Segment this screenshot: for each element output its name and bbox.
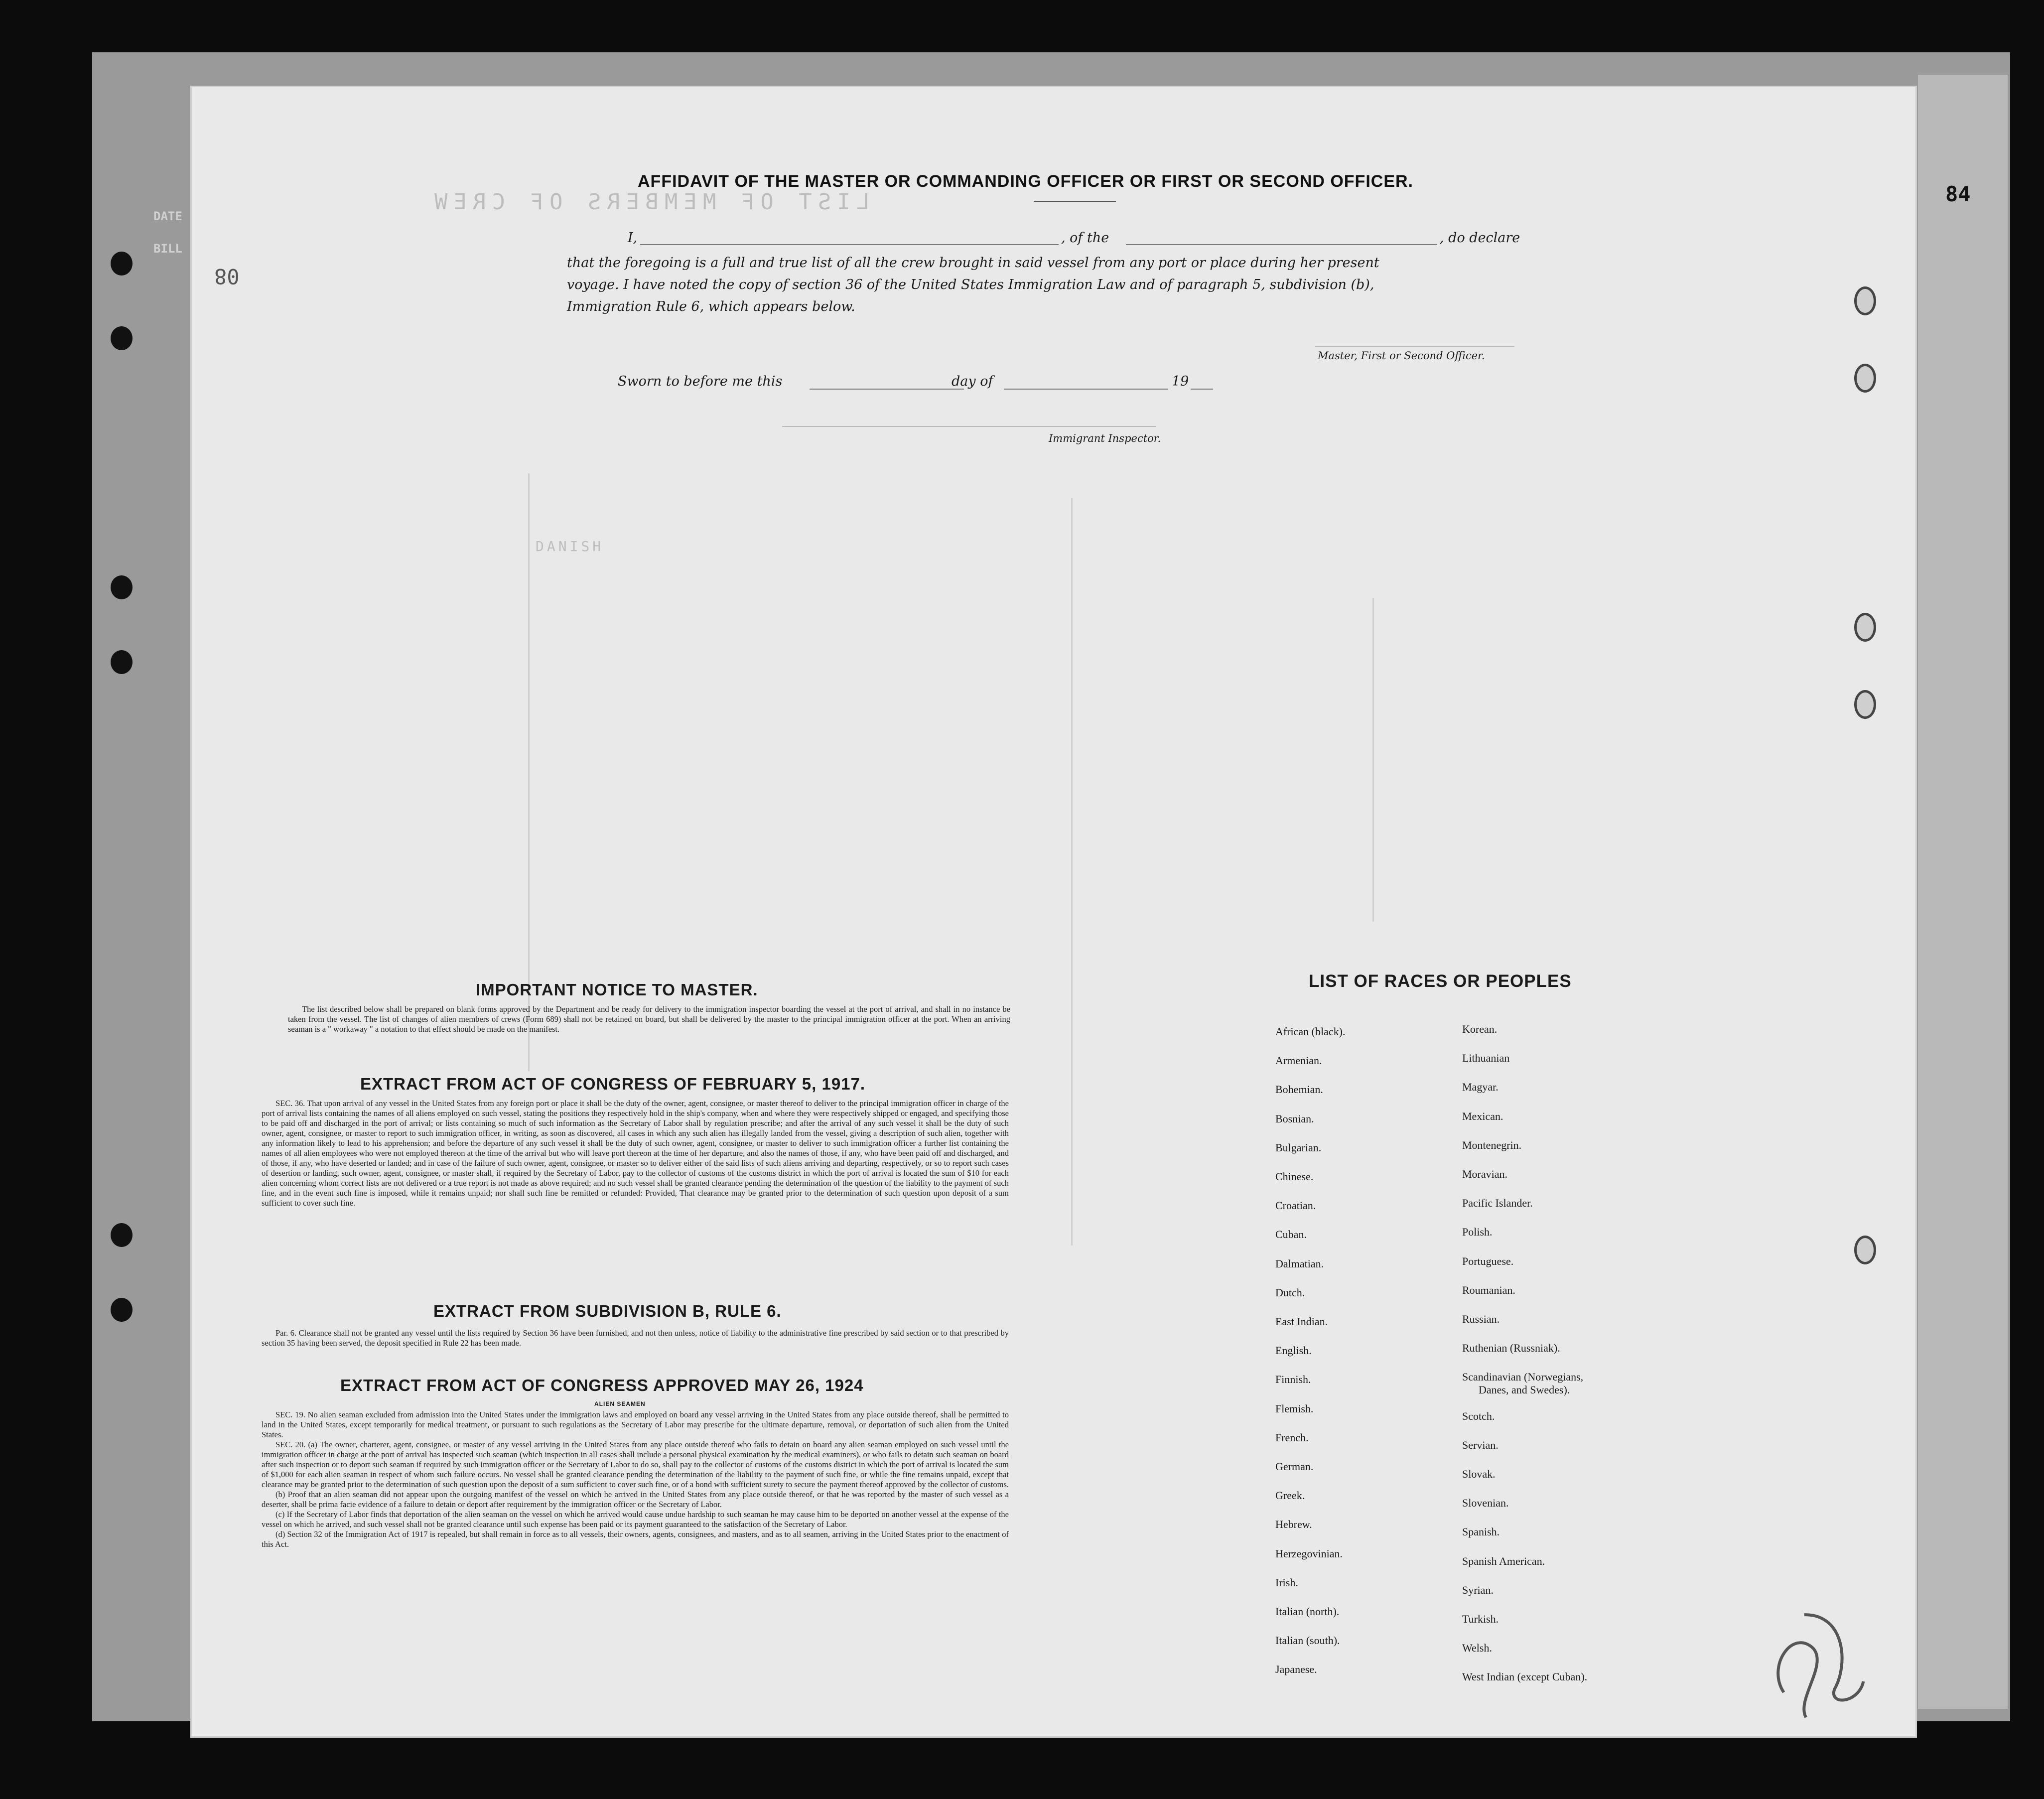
edge-page-number: 08 (214, 264, 240, 288)
binder-hole (111, 1223, 133, 1247)
race-item: Greek. (1275, 1489, 1305, 1502)
race-item: Herzegovinian. (1275, 1547, 1343, 1560)
race-item: Pacific Islander. (1462, 1197, 1533, 1210)
notice-text (288, 1004, 1010, 1034)
rule6-paragraph: Par. 6. Clearance shall not be granted any vessel until the lists required by Section 36 have been furnished, and not then unless, notice of liability to the administrative fine prescribed by said section or to that prescribed by section 35 having been served, the deposit specified in Rule 22 has been made. (262, 1328, 1009, 1348)
inspector-caption: Immigrant Inspector. (1049, 432, 1161, 444)
extract-1917-text (262, 1099, 1009, 1208)
race-item: Croatian. (1275, 1199, 1316, 1212)
page-ring-hole (1854, 364, 1876, 393)
race-item: Scotch. (1462, 1409, 1495, 1422)
bleed-through-text: DANISH (536, 538, 604, 554)
race-item: Irish. (1275, 1576, 1298, 1589)
affidavit-title: AFFIDAVIT OF THE MASTER OR COMMANDING OFFICER OR FIRST OR SECOND OFFICER. (638, 172, 1413, 191)
race-item: Bohemian. (1275, 1083, 1323, 1096)
race-item: East Indian. (1275, 1315, 1328, 1328)
backing-sheet-edge (1918, 75, 2008, 1709)
vessel-name-blank[interactable] (1126, 244, 1437, 245)
section-20c-paragraph: (c) If the Secretary of Labor finds that deportation of the alien seaman on the vessel on which he arrived would cause undue hardship to such seaman he may cause him to be deported on another vessel at the expense of the vessel on which he arrived, and such vessel shall not be granted clearance until such expense has been paid or its payment guaranteed to the satisfaction of the Secretary of Labor. (262, 1510, 1009, 1529)
section-20b-paragraph: (b) Proof that an alien seaman did not appear upon the outgoing manifest of the vessel on which he arrived in the United States from any place outside thereof, or that he was reported by the master of such vessel as a deserter, shall be prima facie evidence of a failure to detain or deport after requirement by the immigration officer or the Secretary of Labor. (262, 1490, 1009, 1509)
year-label: 19 (1172, 374, 1189, 389)
race-item: Armenian. (1275, 1054, 1322, 1067)
race-item: English. (1275, 1344, 1312, 1357)
affidavit-line-2: that the foregoing is a full and true list of all the crew brought in said vessel from any port or place during her present (567, 255, 1379, 271)
affidavit-line-3: voyage. I have noted the copy of section 36 of the United States Immigration Law and of paragraph 5, subdivision (b), (567, 277, 1374, 292)
race-item: Lithuanian (1462, 1052, 1510, 1065)
affidavit-declare: , do declare (1440, 230, 1520, 246)
race-item: Servian. (1462, 1438, 1499, 1451)
race-item: Korean. (1462, 1023, 1498, 1035)
section-19-paragraph: SEC. 19. No alien seaman excluded from admission into the United States under the immigration laws and employed on board any vessel arriving in the United States from any place outside thereof, shall be permitted to land in the United States, except temporarily for medical treatment, or pursuant to such regulations as the Secretary of Labor may prescribe for the ultimate departure, removal, or deportation of such alien from the United States. (262, 1410, 1009, 1439)
master-signature-blank[interactable] (1315, 346, 1514, 347)
bleed-through-heading: LIST OF MEMBERS OF CREW (428, 189, 870, 215)
binder-hole (111, 1298, 133, 1322)
race-item: Italian (north). (1275, 1605, 1340, 1618)
page-number: 84 (1945, 182, 1971, 206)
section-20d-paragraph: (d) Section 32 of the Immigration Act of 1917 is repealed, but shall remain in force as to all vessels, their owners, agents, consignees, and masters, and as to all seamen, arriving in the United States prior to the enactment of this Act. (262, 1529, 1009, 1549)
extract-1924-title: EXTRACT FROM ACT OF CONGRESS APPROVED MAY 26, 1924 (340, 1376, 864, 1394)
page-ring-hole (1854, 286, 1876, 315)
page-ring-hole (1854, 1236, 1876, 1264)
race-item: Moravian. (1462, 1168, 1508, 1180)
race-item: African (black). (1275, 1025, 1346, 1038)
race-item: Magyar. (1462, 1081, 1499, 1094)
race-item: Slovak. (1462, 1468, 1496, 1480)
section-20a-paragraph: SEC. 20. (a) The owner, charterer, agent, consignee, or master of any vessel arriving in the United States from any place outside thereof who fails to detain on board any alien seaman employed on such vessel until the immigration officer in charge at the port of arrival has inspected such seaman (which inspection in all cases shall include a personal physical examination by the medical examiners), or who fails to detain such seaman on board after such inspection or to deport such seaman if required by such immigration officer or the Secretary of Labor to do so, shall pay to the collector of customs of the customs district in which the port of arrival is located the sum of $1,000 for each alien seaman in respect of whom such failure occurs. No vessel shall be granted clearance pending the determination of the liability to the payment of such fine, or while the fine remains unpaid, except that clearance may be granted prior to the determination of such question upon the deposit of a sum sufficient to cover such fine, or of a bond with sufficient surety to secure the payment thereof approved by the collector of customs. (262, 1440, 1009, 1489)
race-item: Finnish. (1275, 1373, 1311, 1386)
extract-rule6-title: EXTRACT FROM SUBDIVISION B, RULE 6. (433, 1302, 782, 1320)
inspector-signature-blank[interactable] (782, 426, 1156, 427)
race-item: German. (1275, 1460, 1314, 1473)
race-item: Bulgarian. (1275, 1141, 1322, 1154)
race-item: Italian (south). (1275, 1634, 1340, 1647)
race-item-continuation: Danes, and Swedes). (1479, 1384, 1570, 1396)
bleed-through-rule (1372, 598, 1374, 922)
affidavit-i-label: I, (628, 230, 638, 246)
race-item: Mexican. (1462, 1109, 1503, 1122)
master-name-blank[interactable] (640, 244, 1059, 245)
notice-paragraph: The list described below shall be prepared on blank forms approved by the Department and be ready for delivery to the immigration inspector boarding the vessel at the port of arrival, and shall in no instance be taken from the vessel. The list of changes of alien members of crews (Form 689) shall not be retained on board, but shall be delivered by the master to the principal immigration officer at the port. When an arriving seaman is a " workaway " a notation to that effect should be made on the manifest. (288, 1004, 1010, 1034)
signature-caption: Master, First or Second Officer. (1318, 350, 1485, 362)
race-item: Bosnian. (1275, 1112, 1314, 1125)
binder-hole (111, 650, 133, 674)
sworn-day-blank[interactable] (810, 389, 964, 390)
page-ring-hole (1854, 613, 1876, 642)
edge-label-bill: BILL (153, 242, 182, 256)
race-item: Slovenian. (1462, 1497, 1509, 1510)
extract-rule6-text (262, 1328, 1009, 1348)
race-item: Hebrew. (1275, 1518, 1312, 1531)
race-item: Cuban. (1275, 1228, 1307, 1241)
race-item: Turkish. (1462, 1613, 1499, 1625)
race-item: Japanese. (1275, 1663, 1317, 1676)
extract-1917-title: EXTRACT FROM ACT OF CONGRESS OF FEBRUARY 5, 1917. (360, 1075, 866, 1093)
race-item: Roumanian. (1462, 1283, 1515, 1296)
race-item: Syrian. (1462, 1583, 1494, 1596)
race-item: Dutch. (1275, 1286, 1305, 1299)
race-item: Spanish American. (1462, 1554, 1545, 1567)
extract-1924-text (262, 1410, 1009, 1549)
race-item: Welsh. (1462, 1642, 1492, 1655)
race-item: Dalmatian. (1275, 1257, 1324, 1270)
bleed-through-rule (1071, 498, 1073, 1245)
page-ring-hole (1854, 690, 1876, 719)
section-36-paragraph: SEC. 36. That upon arrival of any vessel in the United States from any foreign port or place it shall be the duty of the owner, agent, consignee, or master thereof to deliver to the principal immigration officer in charge of the port of arrival lists containing the names of all aliens employed on such vessel, stating the positions they respectively hold in the ship's company, when and where they were respectively shipped or engaged, and specifying those to be paid off and discharged in the port of arrival; or lists containing so much of such information as the Secretary of Labor shall by regulation prescribe; and after the arrival of any such vessel it shall be the duty of such owner, agent, consignee, or master to report to such immigration officer, in writing, as soon as discovered, all cases in which any such alien has illegally landed from the vessel, giving a description of such alien, together with any information likely to lead to his apprehension; and before the departure of any such vessel it shall be the duty of such owner, agent, consignee, or master to deliver to such immigration officer a further list containing the names of all alien employees who were not employed thereon at the time of the arrival but who will leave port thereon at the time of her departure, and also the names of those, if any, who have been paid off and discharged, and of those, if any, who have deserted or landed; and in case of the failure of such owner, agent, consignee, or master so to deliver either of the said lists of such aliens arriving and departing, respectively, or so to report such cases of desertion or landing, such owner, agent, consignee, or master shall, if required by the Secretary of Labor, pay to the collector of customs of the customs district in which the port of arrival is located the sum of $10 for each alien concerning whom correct lists are not delivered or a true report is not made as above required; and no such vessel shall be granted clearance pending the determination of the question of the liability to the payment of such fine, and in the event such fine is imposed, while it remains unpaid; nor shall such fine be remitted or refunded: Provided, That clearance may be granted prior to the determination of such question upon deposit of a sum sufficient to cover such fine. (262, 1099, 1009, 1208)
alien-seamen-subheading: ALIEN SEAMEN (594, 1400, 646, 1407)
sworn-month-blank[interactable] (1004, 389, 1168, 390)
race-item: Scandinavian (Norwegians, (1462, 1371, 1584, 1384)
race-item: Spanish. (1462, 1525, 1500, 1538)
edge-label-date: DATE (153, 209, 182, 223)
sworn-label: Sworn to before me this (618, 374, 783, 389)
race-item: Montenegrin. (1462, 1138, 1522, 1151)
binder-hole (111, 575, 133, 599)
race-item: Portuguese. (1462, 1254, 1514, 1267)
races-title: LIST OF RACES OR PEOPLES (1309, 971, 1572, 991)
day-of-label: day of (952, 374, 993, 389)
binder-hole (111, 252, 133, 276)
race-item: Flemish. (1275, 1402, 1314, 1415)
race-item: Polish. (1462, 1226, 1493, 1239)
race-item: Russian. (1462, 1313, 1500, 1325)
notice-title: IMPORTANT NOTICE TO MASTER. (476, 980, 758, 999)
affidavit-of-the: , of the (1061, 230, 1109, 246)
race-item: Chinese. (1275, 1170, 1314, 1183)
binder-hole (111, 326, 133, 350)
year-blank[interactable] (1191, 389, 1213, 390)
title-underline (1034, 201, 1116, 202)
race-item: Ruthenian (Russniak). (1462, 1342, 1560, 1355)
race-item: West Indian (except Cuban). (1462, 1670, 1588, 1683)
affidavit-line-4: Immigration Rule 6, which appears below. (567, 299, 855, 314)
race-item: French. (1275, 1431, 1309, 1444)
